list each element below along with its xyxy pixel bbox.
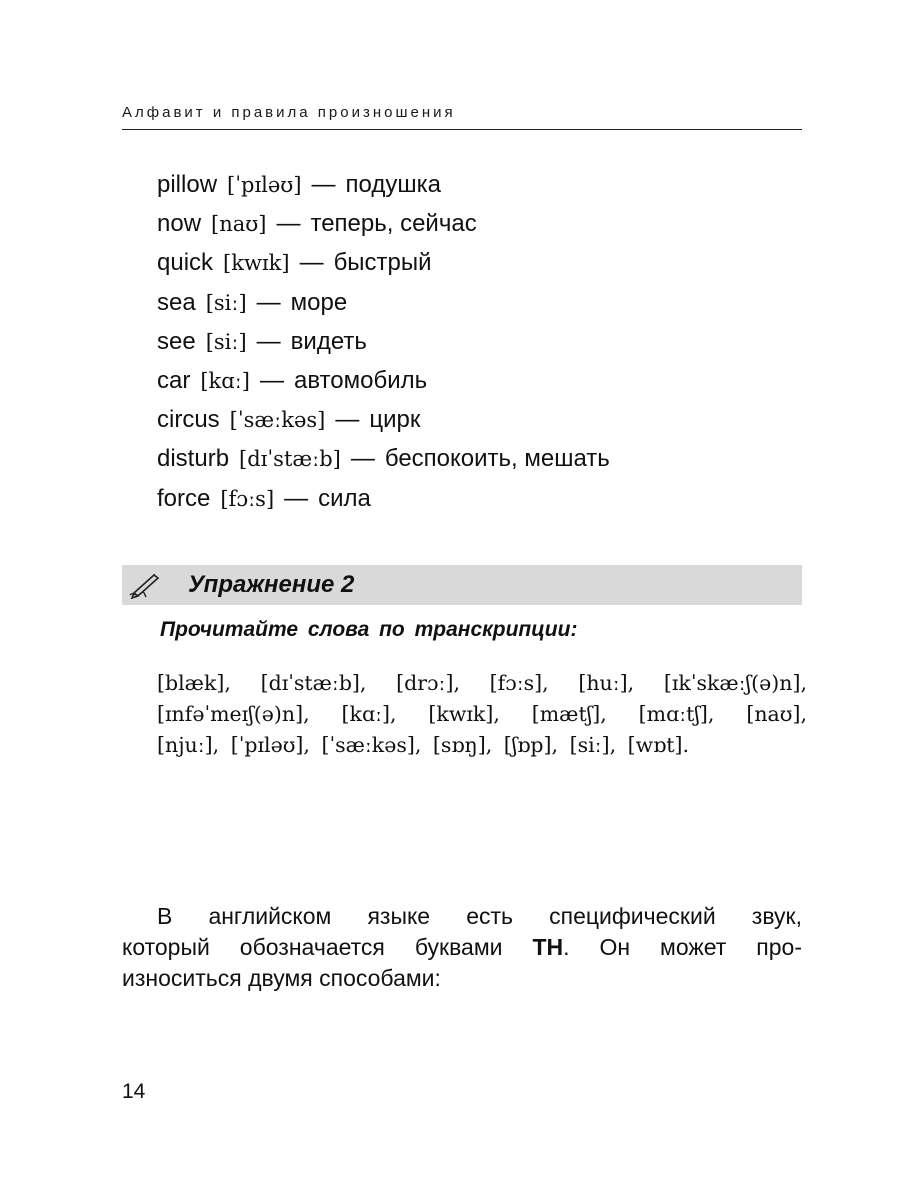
- vocab-word: quick: [157, 249, 214, 277]
- vocab-dash: —: [350, 445, 375, 473]
- vocab-entry: [157, 439, 610, 478]
- vocab-word: force: [157, 484, 211, 512]
- vocab-dash: —: [256, 327, 281, 355]
- exercise-instruction: Прочитайте слова по транскрипции:: [160, 618, 578, 641]
- vocab-dash: —: [276, 210, 301, 238]
- vocabulary-list: [157, 165, 610, 518]
- vocab-translation: быстрый: [333, 249, 432, 277]
- page-number: 14: [122, 1080, 146, 1103]
- paragraph-text: . Он может про-: [563, 934, 802, 960]
- vocab-transcription: [ˈsæːkəs]: [229, 408, 326, 433]
- paragraph-text: который обозначается буквами: [122, 934, 503, 960]
- vocab-transcription: [naʊ]: [211, 212, 267, 237]
- exercise-header: [122, 565, 802, 605]
- transcription-line: [blæk], [dɪˈstæːb], [drɔː], [fɔːs], [huː], [ɪkˈskæːʃ(ə)n],: [157, 671, 807, 695]
- vocab-transcription: [kɑː]: [200, 368, 250, 393]
- paragraph-line: [122, 932, 802, 963]
- vocab-word: circus: [157, 406, 220, 434]
- vocab-dash: —: [284, 484, 309, 512]
- vocab-dash: —: [256, 288, 281, 316]
- paragraph-line: В английском языке есть специфический звук,: [157, 903, 802, 929]
- vocab-entry: [157, 283, 610, 322]
- vocab-dash: —: [299, 249, 324, 277]
- vocab-word: sea: [157, 288, 196, 316]
- vocab-translation: море: [290, 288, 348, 316]
- vocab-word: see: [157, 327, 196, 355]
- vocab-entry: [157, 204, 610, 243]
- pen-icon: [128, 571, 162, 599]
- vocab-entry: [157, 322, 610, 361]
- transcription-line: [njuː], [ˈpɪləʊ], [ˈsæːkəs], [sɒŋ], [ʃɒp], [siː], [wɒt].: [157, 733, 690, 757]
- vocab-entry: [157, 361, 610, 400]
- vocab-translation: сила: [318, 484, 371, 512]
- body-paragraph: [122, 901, 802, 994]
- vocab-word: car: [157, 366, 191, 394]
- vocab-translation: беспокоить, мешать: [384, 445, 610, 473]
- running-header: Алфавит и правила произношения: [122, 104, 456, 121]
- vocab-translation: подушка: [345, 171, 441, 198]
- th-letters: TH: [532, 934, 564, 960]
- paragraph-line: износиться двумя способами:: [122, 965, 441, 991]
- vocab-word: pillow: [157, 171, 218, 198]
- transcription-block: [157, 668, 807, 761]
- vocab-entry: [157, 243, 610, 282]
- header-divider: [122, 129, 802, 130]
- vocab-word: disturb: [157, 445, 230, 473]
- vocab-entry: [157, 400, 610, 439]
- vocab-translation: видеть: [290, 327, 367, 355]
- vocab-translation: автомобиль: [293, 366, 428, 394]
- transcription-line: [ɪnfəˈmeɪʃ(ə)n], [kɑː], [kwɪk], [mætʃ], [mɑːtʃ], [naʊ],: [157, 702, 807, 726]
- vocab-dash: —: [311, 171, 336, 198]
- vocab-translation: цирк: [369, 406, 421, 434]
- vocab-dash: —: [259, 366, 284, 394]
- vocab-transcription: [fɔːs]: [220, 486, 275, 511]
- exercise-title: Упражнение 2: [188, 571, 355, 598]
- vocab-transcription: [ˈpɪləʊ]: [227, 173, 302, 197]
- vocab-word: now: [157, 210, 202, 238]
- vocab-transcription: [kwɪk]: [223, 251, 290, 276]
- vocab-transcription: [siː]: [205, 329, 247, 354]
- vocab-entry: [157, 479, 610, 518]
- vocab-transcription: [dɪˈstæːb]: [239, 447, 341, 472]
- vocab-transcription: [siː]: [205, 290, 247, 315]
- vocab-entry: [157, 165, 610, 204]
- vocab-dash: —: [335, 406, 360, 434]
- vocab-translation: теперь, сейчас: [310, 210, 477, 238]
